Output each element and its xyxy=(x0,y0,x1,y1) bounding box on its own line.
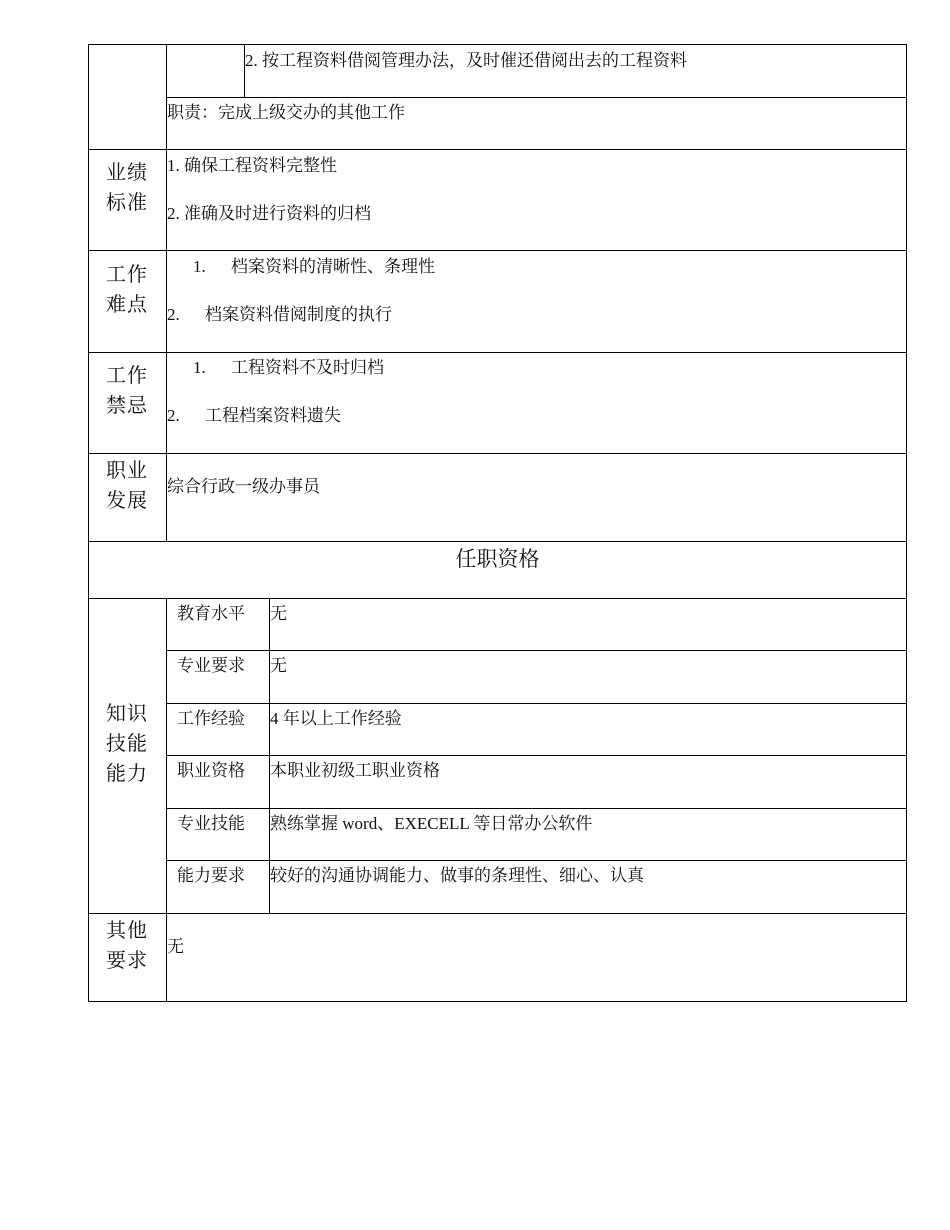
skill-value: 4 年以上工作经验 xyxy=(270,709,402,728)
performance-item-1: 1. 确保工程资料完整性 xyxy=(167,156,337,175)
skills-row-divider xyxy=(166,860,907,861)
difficulties-label: 工作 难点 xyxy=(106,264,148,316)
row-divider xyxy=(88,541,907,542)
taboo-2-text: 工程档案资料遗失 xyxy=(205,406,341,425)
skill-key: 能力要求 xyxy=(177,866,245,885)
qualification-header: 任职资格 xyxy=(455,547,540,571)
skill-key: 职业资格 xyxy=(177,761,245,780)
skills-row-divider xyxy=(166,755,907,756)
row-divider xyxy=(88,598,907,599)
difficulty-1-text: 档案资料的清晰性、条理性 xyxy=(231,257,435,276)
skill-value: 较好的沟通协调能力、做事的条理性、细心、认真 xyxy=(270,866,644,885)
row-divider xyxy=(166,97,907,98)
duty-other: 职责：完成上级交办的其他工作 xyxy=(167,103,405,122)
row-divider xyxy=(88,149,907,150)
difficulty-1-number: 1. xyxy=(193,257,206,276)
job-table xyxy=(88,44,907,1002)
taboo-1-number: 1. xyxy=(193,358,206,377)
other-req-text: 无 xyxy=(167,937,184,956)
taboo-2-number: 2. xyxy=(167,406,180,425)
skill-key: 教育水平 xyxy=(177,604,245,623)
difficulty-2-text: 档案资料借阅制度的执行 xyxy=(205,305,392,324)
skill-key: 专业要求 xyxy=(177,656,245,675)
other-req-label: 其他 要求 xyxy=(106,920,148,972)
skills-label: 知识 技能 能力 xyxy=(106,703,148,785)
row-divider xyxy=(88,250,907,251)
skill-value: 熟练掌握 word、EXECELL 等日常办公软件 xyxy=(270,814,593,833)
performance-label: 业绩 标准 xyxy=(106,162,148,214)
skill-key: 工作经验 xyxy=(177,709,245,728)
skill-key: 专业技能 xyxy=(177,814,245,833)
performance-item-2: 2. 准确及时进行资料的归档 xyxy=(167,204,371,223)
skill-value: 无 xyxy=(270,656,287,675)
career-label: 职业 发展 xyxy=(106,460,148,512)
skills-row-divider xyxy=(166,703,907,704)
row-divider xyxy=(88,913,907,914)
skills-row-divider xyxy=(166,808,907,809)
row-divider xyxy=(88,453,907,454)
row-divider xyxy=(88,352,907,353)
difficulty-2-number: 2. xyxy=(167,305,180,324)
skills-row-divider xyxy=(166,650,907,651)
skill-value: 无 xyxy=(270,604,287,623)
taboo-1-text: 工程资料不及时归档 xyxy=(231,358,384,377)
taboos-label: 工作 禁忌 xyxy=(106,365,148,417)
skill-value: 本职业初级工职业资格 xyxy=(270,761,440,780)
duty-item-2: 2. 按工程资料借阅管理办法，及时催还借阅出去的工程资料 xyxy=(245,51,687,70)
career-path: 综合行政一级办事员 xyxy=(167,477,320,496)
